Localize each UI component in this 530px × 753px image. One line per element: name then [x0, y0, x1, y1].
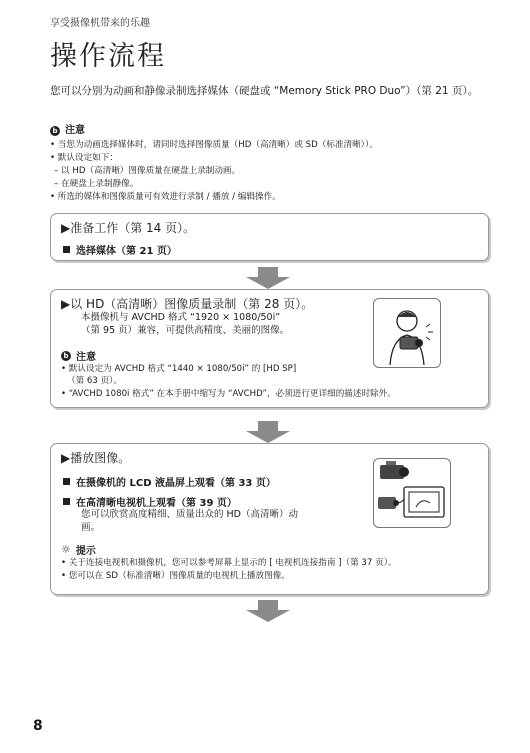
step-prepare-heading: ▶准备工作（第 14 页）。 — [61, 221, 196, 235]
note-item: • 当您为动画选择媒体时，请同时选择图像质量（HD（高清晰）或 SD（标准清晰））。 — [50, 140, 378, 150]
lightbulb-icon: ☼ — [61, 543, 71, 556]
recording-person-illustration — [373, 298, 441, 368]
step-prepare-sub-label: 选择媒体（第 21 页） — [76, 246, 177, 257]
step-playback-tv-desc-1: 您可以欣赏高度精细、质量出众的 HD（高清晰）动 — [81, 509, 298, 520]
down-arrow-icon — [246, 610, 290, 622]
step-record-desc-2: （第 95 页）兼容，可提供高精度、美丽的图像。 — [81, 325, 290, 336]
notes-heading — [50, 124, 490, 137]
step-record-note-item: （第 63 页）。 — [67, 376, 123, 386]
note-item: – 以 HD（高清晰）图像质量在硬盘上录制动画。 — [54, 166, 241, 176]
down-arrow-icon — [246, 277, 290, 289]
note-item: – 在硬盘上录制静像。 — [54, 179, 139, 189]
tip-item: • 您可以在 SD（标准清晰）图像质量的电视机上播放图像。 — [61, 571, 290, 581]
step-playback-tv-desc-2: 画。 — [81, 522, 101, 533]
step-playback-heading: ▶播放图像。 — [61, 451, 131, 465]
caution-icon: b — [61, 351, 71, 361]
step-record-note-item: • 默认设定为 AVCHD 格式 “1440 × 1080/50i” 的 [HD SP] — [61, 364, 297, 374]
step-prepare-sub — [63, 242, 177, 257]
step-record-note-item: • “AVCHD 1080i 格式” 在本手册中缩写为 “AVCHD”，必须进行更详细的描述时除外。 — [61, 389, 396, 399]
page-number: 8 — [33, 718, 43, 734]
step-playback-lcd — [63, 474, 276, 489]
step-playback-box — [50, 443, 489, 595]
tip-heading — [61, 542, 96, 557]
step-playback-lcd-label: 在摄像机的 LCD 液晶屏上观看（第 33 页） — [76, 478, 276, 489]
note-item: • 所选的媒体和图像质量可有效进行录制 / 播放 / 编辑操作。 — [50, 192, 281, 202]
step-prepare-box — [50, 213, 489, 261]
tip-item: • 关于连接电视机和摄像机，您可以参考屏幕上显示的 [ 电视机连接指南 ]（第 37 页）。 — [61, 558, 397, 568]
square-bullet-icon — [63, 498, 70, 505]
step-record-desc-1: 本摄像机与 AVCHD 格式 “1920 × 1080/50i” — [81, 312, 281, 323]
square-bullet-icon — [63, 478, 70, 485]
note-item: • 默认设定如下： — [50, 153, 118, 163]
step-record-note-label: 注意 — [76, 352, 96, 363]
page-title: 操作流程 — [50, 41, 166, 72]
camera-tv-illustration — [373, 458, 451, 528]
caution-icon: b — [50, 126, 60, 136]
down-arrow-icon — [246, 431, 290, 443]
step-record-note-heading — [61, 348, 96, 363]
section-header: 享受摄像机带来的乐趣 — [50, 18, 150, 29]
step-record-box — [50, 289, 489, 408]
notes-heading-label: 注意 — [65, 125, 85, 136]
step-record-heading: ▶以 HD（高清晰）图像质量录制（第 28 页）。 — [61, 297, 314, 311]
notes-section — [50, 124, 490, 204]
intro-text: 您可以分别为动画和静像录制选择媒体（硬盘或 “Memory Stick PRO Duo”）（第 21 页）。 — [50, 85, 479, 97]
tip-heading-label: 提示 — [75, 546, 96, 557]
square-bullet-icon — [63, 246, 70, 253]
step-playback-tv — [63, 494, 237, 509]
step-playback-tv-label: 在高清晰电视机上观看（第 39 页） — [76, 498, 237, 509]
